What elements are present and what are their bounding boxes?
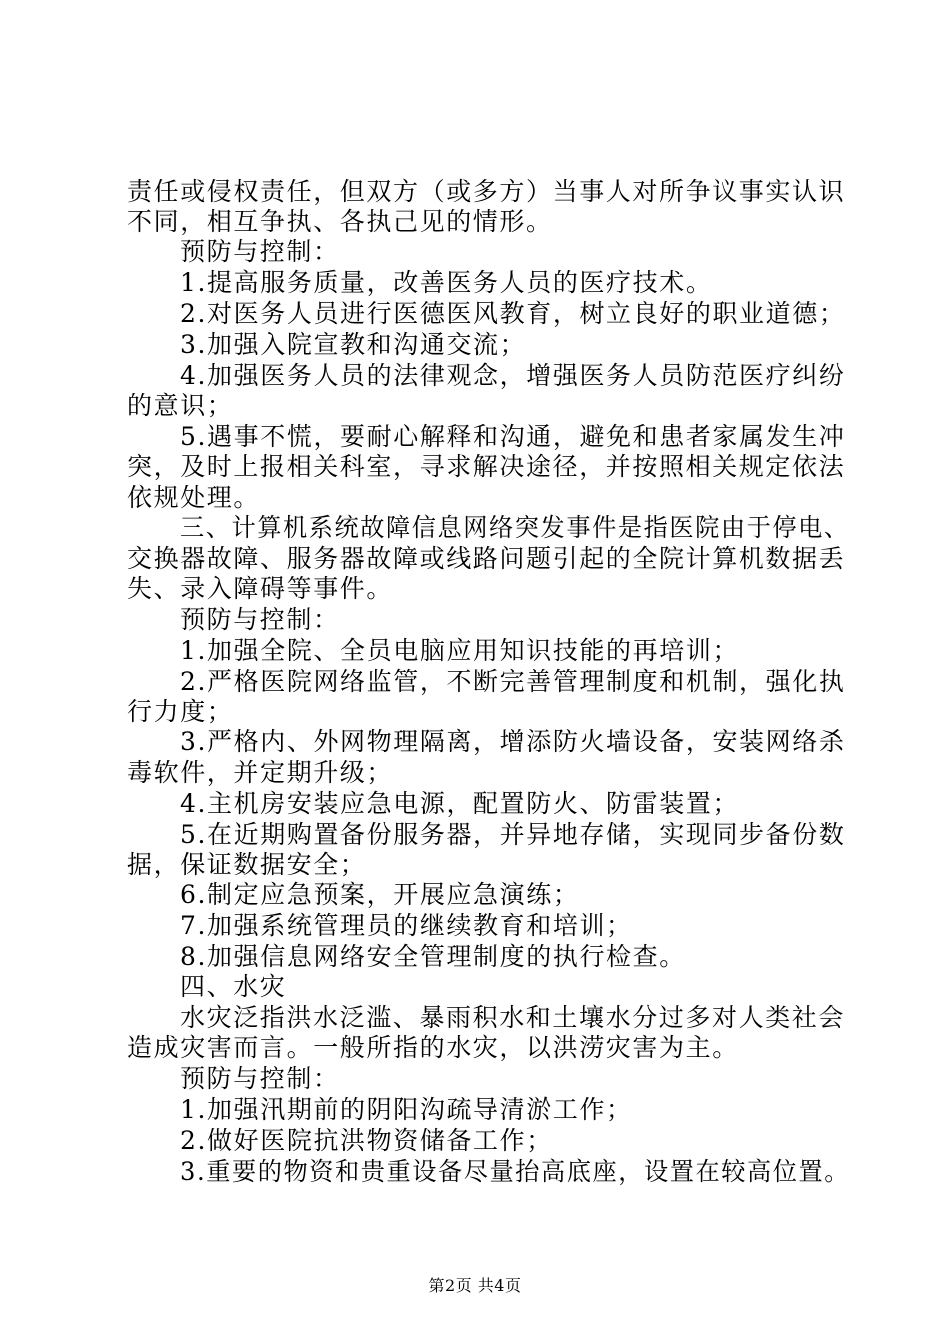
text-line: 依规处理。 xyxy=(127,483,261,512)
text-line: 预防与控制： xyxy=(180,605,340,634)
text-line: 据，保证数据安全； xyxy=(127,850,367,879)
text-line: 突，及时上报相关科室，寻求解决途径，并按照相关规定依法 xyxy=(127,452,846,481)
text-line: 4.加强医务人员的法律观念，增强医务人员防范医疗纠纷 xyxy=(180,361,846,390)
text-line: 四、水灾 xyxy=(180,972,287,1001)
text-line: 3.重要的物资和贵重设备尽量抬高底座，设置在较高位置。 xyxy=(180,1157,851,1186)
text-line: 1.加强全院、全员电脑应用知识技能的再培训； xyxy=(180,636,740,665)
text-line: 责任或侵权责任，但双方（或多方）当事人对所争议事实认识 xyxy=(127,177,846,206)
text-line: 三、计算机系统故障信息网络突发事件是指医院由于停电、 xyxy=(180,513,850,542)
text-line: 2.对医务人员进行医德医风教育，树立良好的职业道德； xyxy=(180,299,846,328)
text-line: 6.制定应急预案，开展应急演练； xyxy=(180,880,580,909)
text-line: 7.加强系统管理员的继续教育和培训； xyxy=(180,911,633,940)
text-line: 8.加强信息网络安全管理制度的执行检查。 xyxy=(180,942,686,971)
text-line: 2.严格医院网络监管，不断完善管理制度和机制，强化执 xyxy=(180,667,846,696)
text-line: 交换器故障、服务器故障或线路问题引起的全院计算机数据丢 xyxy=(127,544,846,573)
text-line: 5.遇事不慌，要耐心解释和沟通，避免和患者家属发生冲 xyxy=(180,422,846,451)
text-line: 预防与控制： xyxy=(180,1064,340,1093)
text-line: 3.严格内、外网物理隔离，增添防火墙设备，安装网络杀 xyxy=(180,727,846,756)
text-line: 造成灾害而言。一般所指的水灾，以洪涝灾害为主。 xyxy=(127,1033,739,1062)
text-line: 行力度； xyxy=(127,697,234,726)
text-line: 1.加强汛期前的阴阳沟疏导清淤工作； xyxy=(180,1095,633,1124)
text-line: 不同，相互争执、各执己见的情形。 xyxy=(127,207,553,236)
text-line: 失、录入障碍等事件。 xyxy=(127,574,394,603)
page-number-footer: 第2页 共4页 xyxy=(428,1276,522,1295)
text-line: 1.提高服务质量，改善医务人员的医疗技术。 xyxy=(180,268,713,297)
text-line: 2.做好医院抗洪物资储备工作； xyxy=(180,1126,553,1155)
text-line: 3.加强入院宣教和沟通交流； xyxy=(180,330,527,359)
text-line: 预防与控制： xyxy=(180,237,340,266)
text-line: 4.主机房安装应急电源，配置防火、防雷装置； xyxy=(180,789,740,818)
text-line: 水灾泛指洪水泛滥、暴雨积水和土壤水分过多对人类社会 xyxy=(180,1003,846,1032)
text-line: 的意识； xyxy=(127,391,234,420)
text-line: 毒软件，并定期升级； xyxy=(127,758,394,787)
text-line: 5.在近期购置备份服务器，并异地存储，实现同步备份数 xyxy=(180,820,846,849)
